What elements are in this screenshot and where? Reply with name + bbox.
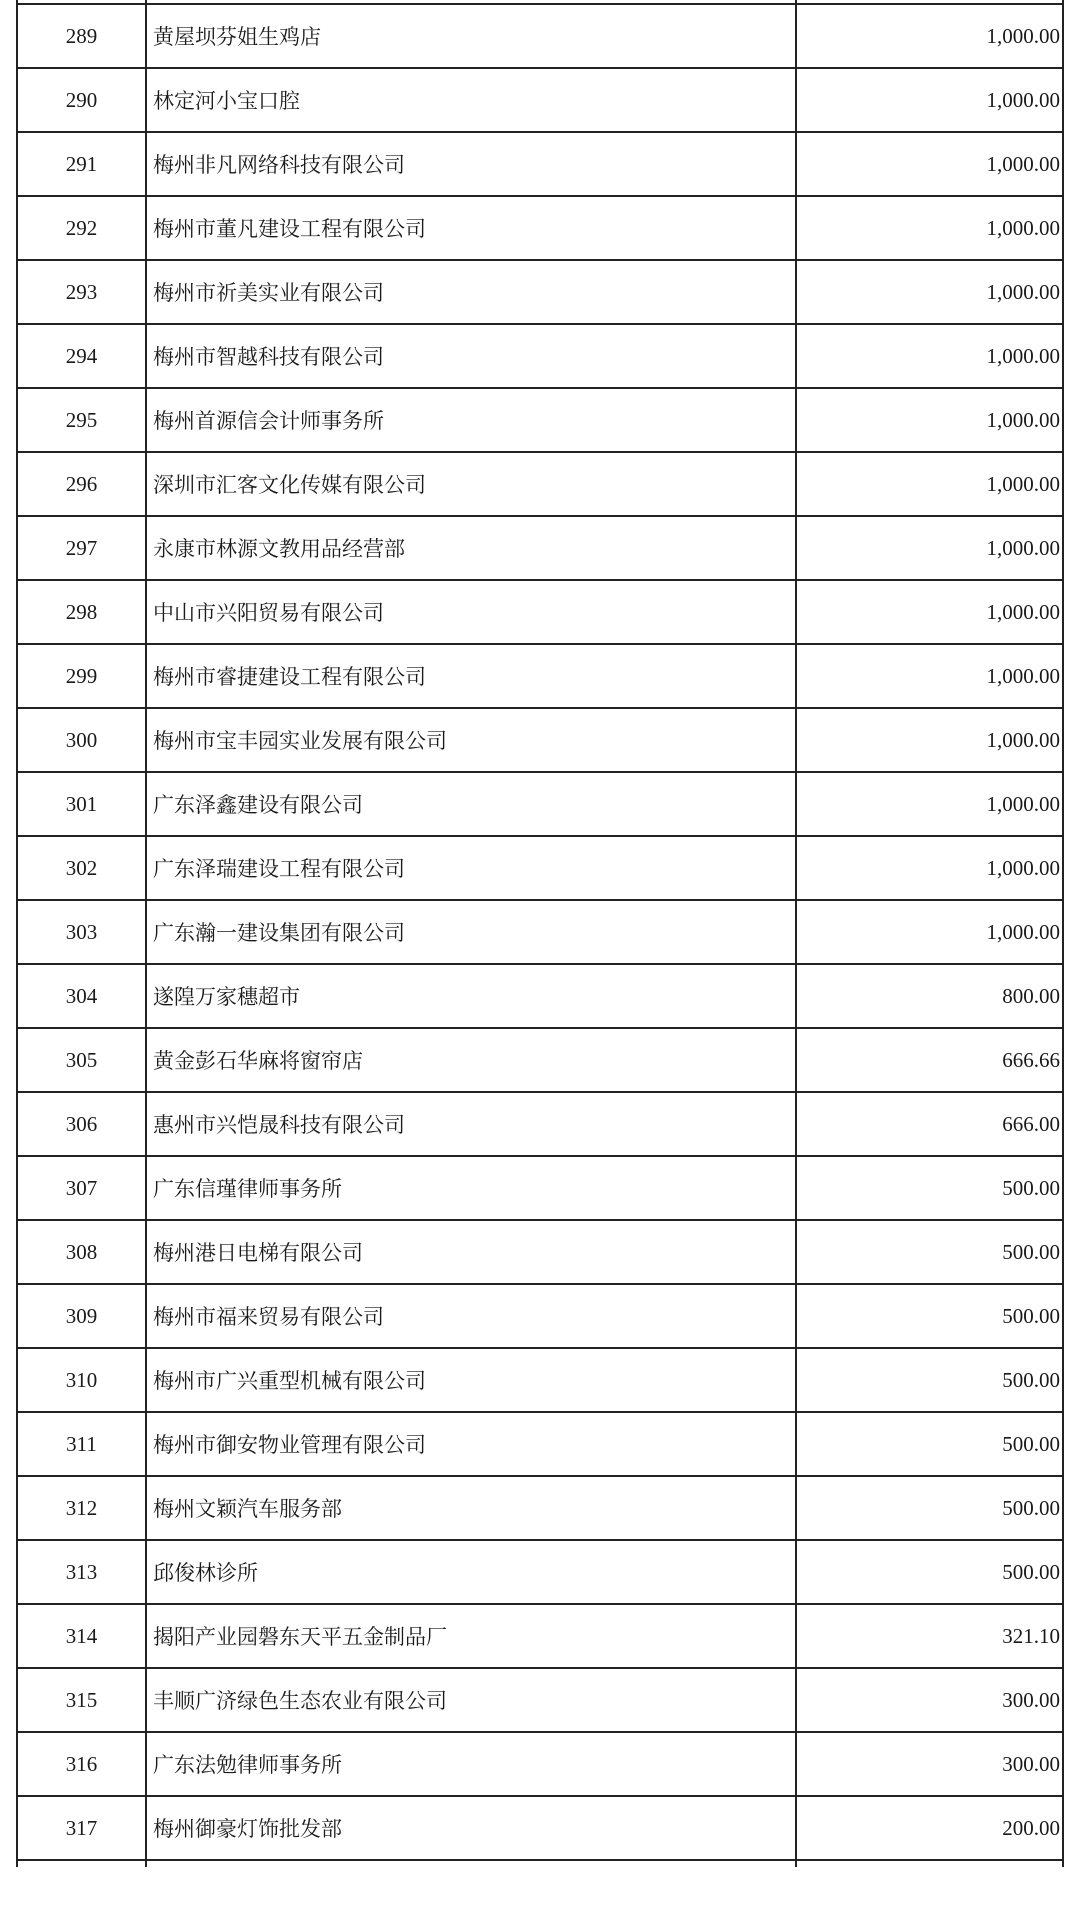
donation-amount: 1,000.00 bbox=[796, 516, 1063, 580]
row-number: 303 bbox=[17, 900, 146, 964]
row-number: 314 bbox=[17, 1604, 146, 1668]
row-number: 310 bbox=[17, 1348, 146, 1412]
donation-amount: 500.00 bbox=[796, 1348, 1063, 1412]
table-row bbox=[17, 1220, 1063, 1284]
donation-amount: 1,000.00 bbox=[796, 644, 1063, 708]
table-row bbox=[17, 1028, 1063, 1092]
donor-name: 梅州非凡网络科技有限公司 bbox=[146, 132, 796, 196]
donor-name: 梅州御豪灯饰批发部 bbox=[146, 1796, 796, 1860]
donation-amount: 1,000.00 bbox=[796, 708, 1063, 772]
donor-name: 梅州市智越科技有限公司 bbox=[146, 324, 796, 388]
donor-name: 黄屋坝芬姐生鸡店 bbox=[146, 4, 796, 68]
donor-name: 黄金彭石华麻将窗帘店 bbox=[146, 1028, 796, 1092]
donor-name: 遂隍万家穗超市 bbox=[146, 964, 796, 1028]
donor-name: 广东泽瑞建设工程有限公司 bbox=[146, 836, 796, 900]
donation-amount: 1,000.00 bbox=[796, 324, 1063, 388]
donation-amount: 800.00 bbox=[796, 964, 1063, 1028]
donor-name: 林定河小宝口腔 bbox=[146, 68, 796, 132]
donor-name: 梅州市睿捷建设工程有限公司 bbox=[146, 644, 796, 708]
table-row bbox=[17, 1796, 1063, 1860]
donation-amount: 666.66 bbox=[796, 1028, 1063, 1092]
row-number: 316 bbox=[17, 1732, 146, 1796]
table-row bbox=[17, 388, 1063, 452]
donor-name: 梅州市福来贸易有限公司 bbox=[146, 1284, 796, 1348]
donation-amount: 321.10 bbox=[796, 1604, 1063, 1668]
donor-name: 永康市林源文教用品经营部 bbox=[146, 516, 796, 580]
table-row bbox=[17, 132, 1063, 196]
donation-amount: 1,000.00 bbox=[796, 772, 1063, 836]
table-row bbox=[17, 260, 1063, 324]
table-row bbox=[17, 1412, 1063, 1476]
row-number: 295 bbox=[17, 388, 146, 452]
row-number: 289 bbox=[17, 4, 146, 68]
row-number: 302 bbox=[17, 836, 146, 900]
row-number: 294 bbox=[17, 324, 146, 388]
donation-amount: 300.00 bbox=[796, 1668, 1063, 1732]
row-number: 315 bbox=[17, 1668, 146, 1732]
donation-amount: 500.00 bbox=[796, 1284, 1063, 1348]
donation-amount: 1,000.00 bbox=[796, 388, 1063, 452]
row-number: 304 bbox=[17, 964, 146, 1028]
row-number: 307 bbox=[17, 1156, 146, 1220]
donor-name: 广东瀚一建设集团有限公司 bbox=[146, 900, 796, 964]
donor-name: 梅州市御安物业管理有限公司 bbox=[146, 1412, 796, 1476]
donor-name: 惠州市兴恺晟科技有限公司 bbox=[146, 1092, 796, 1156]
donor-name: 丰顺广济绿色生态农业有限公司 bbox=[146, 1668, 796, 1732]
donation-amount: 1,000.00 bbox=[796, 836, 1063, 900]
donation-table bbox=[16, 0, 1064, 1867]
table-row bbox=[17, 1540, 1063, 1604]
donor-name: 邱俊林诊所 bbox=[146, 1540, 796, 1604]
donor-name: 梅州市董凡建设工程有限公司 bbox=[146, 196, 796, 260]
donation-amount: 666.00 bbox=[796, 1092, 1063, 1156]
donor-name: 梅州市祈美实业有限公司 bbox=[146, 260, 796, 324]
donation-amount: 500.00 bbox=[796, 1476, 1063, 1540]
row-number: 301 bbox=[17, 772, 146, 836]
row-number: 291 bbox=[17, 132, 146, 196]
table-row bbox=[17, 1284, 1063, 1348]
row-number: 296 bbox=[17, 452, 146, 516]
table-row bbox=[17, 836, 1063, 900]
donation-amount: 1,000.00 bbox=[796, 580, 1063, 644]
table-row bbox=[17, 1476, 1063, 1540]
table-row bbox=[17, 4, 1063, 68]
row-number: 317 bbox=[17, 1796, 146, 1860]
donation-table-container bbox=[16, 0, 1062, 1867]
row-number: 313 bbox=[17, 1540, 146, 1604]
donation-amount: 500.00 bbox=[796, 1540, 1063, 1604]
table-row bbox=[17, 708, 1063, 772]
donor-name: 广东信瑾律师事务所 bbox=[146, 1156, 796, 1220]
donor-name: 广东泽鑫建设有限公司 bbox=[146, 772, 796, 836]
donation-amount: 1,000.00 bbox=[796, 196, 1063, 260]
row-number: 311 bbox=[17, 1412, 146, 1476]
donor-name: 梅州市广兴重型机械有限公司 bbox=[146, 1348, 796, 1412]
donor-name: 中山市兴阳贸易有限公司 bbox=[146, 580, 796, 644]
donor-name: 梅州港日电梯有限公司 bbox=[146, 1220, 796, 1284]
table-row bbox=[17, 580, 1063, 644]
table-row bbox=[17, 964, 1063, 1028]
row-number: 298 bbox=[17, 580, 146, 644]
table-row bbox=[17, 1604, 1063, 1668]
donation-amount: 1,000.00 bbox=[796, 68, 1063, 132]
donation-amount: 300.00 bbox=[796, 1732, 1063, 1796]
row-number: 300 bbox=[17, 708, 146, 772]
table-row bbox=[17, 900, 1063, 964]
table-row bbox=[17, 772, 1063, 836]
table-row bbox=[17, 516, 1063, 580]
donor-name: 深圳市汇客文化传媒有限公司 bbox=[146, 452, 796, 516]
donor-name: 梅州文颖汽车服务部 bbox=[146, 1476, 796, 1540]
donation-amount: 1,000.00 bbox=[796, 132, 1063, 196]
donor-name: 梅州市宝丰园实业发展有限公司 bbox=[146, 708, 796, 772]
donor-name: 广东法勉律师事务所 bbox=[146, 1732, 796, 1796]
donation-amount: 1,000.00 bbox=[796, 260, 1063, 324]
row-number: 292 bbox=[17, 196, 146, 260]
donor-name: 揭阳产业园磐东天平五金制品厂 bbox=[146, 1604, 796, 1668]
row-number: 312 bbox=[17, 1476, 146, 1540]
row-number: 290 bbox=[17, 68, 146, 132]
row-number: 297 bbox=[17, 516, 146, 580]
donation-amount: 1,000.00 bbox=[796, 4, 1063, 68]
table-row bbox=[17, 644, 1063, 708]
table-bottom-edge bbox=[17, 1860, 1063, 1867]
row-number: 308 bbox=[17, 1220, 146, 1284]
donation-amount: 500.00 bbox=[796, 1412, 1063, 1476]
table-row bbox=[17, 1668, 1063, 1732]
table-body bbox=[17, 0, 1063, 1867]
table-row bbox=[17, 1348, 1063, 1412]
table-row bbox=[17, 68, 1063, 132]
table-row bbox=[17, 452, 1063, 516]
donation-amount: 500.00 bbox=[796, 1220, 1063, 1284]
row-number: 309 bbox=[17, 1284, 146, 1348]
donation-amount: 200.00 bbox=[796, 1796, 1063, 1860]
row-number: 299 bbox=[17, 644, 146, 708]
row-number: 293 bbox=[17, 260, 146, 324]
table-row bbox=[17, 196, 1063, 260]
table-row bbox=[17, 1156, 1063, 1220]
row-number: 305 bbox=[17, 1028, 146, 1092]
donation-amount: 1,000.00 bbox=[796, 452, 1063, 516]
table-row bbox=[17, 1732, 1063, 1796]
donor-name: 梅州首源信会计师事务所 bbox=[146, 388, 796, 452]
row-number: 306 bbox=[17, 1092, 146, 1156]
donation-amount: 500.00 bbox=[796, 1156, 1063, 1220]
donation-amount: 1,000.00 bbox=[796, 900, 1063, 964]
table-row bbox=[17, 1092, 1063, 1156]
table-row bbox=[17, 324, 1063, 388]
